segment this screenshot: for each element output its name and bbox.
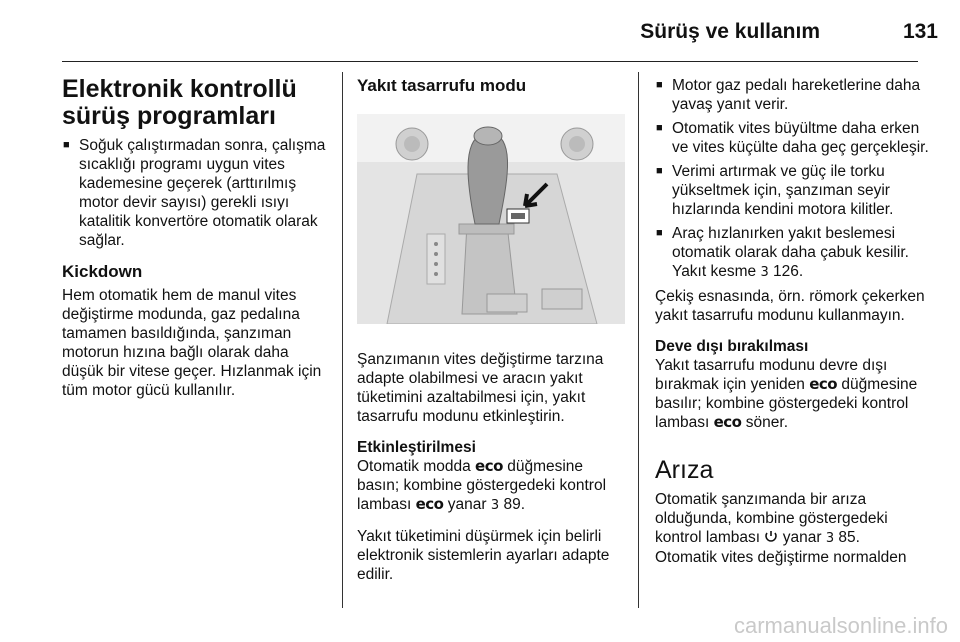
towing-warning-text: Çekiş esnasında, örn. römork çekerken yakıt tasarrufu modunu kullanmayın. — [655, 288, 925, 324]
eco-symbol: eco — [809, 375, 838, 393]
fuel-saving-caption: Şanzımanın vites değiştirme tarzına adapte olabilmesi ve aracın yakıt tüketimini azaltabilmesi için, yakıt tasarrufu modunu etkinleştirin. — [357, 351, 604, 425]
page-header-title: Sürüş ve kullanım — [640, 20, 820, 43]
eco-symbol: eco — [475, 457, 503, 475]
eco-symbol: eco — [713, 413, 742, 431]
list-item: ■ Motor gaz pedalı hareketlerine daha yavaş yanıt verir. — [655, 76, 930, 114]
page-reference-arrow-icon: 3 — [825, 531, 835, 546]
deactivation-text: Yakıt tasarrufu modunu devre dışı bırakmak için yeniden eco düğmesine basılır; kombine göstergedeki kontrol lambası eco söner. — [655, 357, 918, 431]
transmission-warning-icon — [764, 530, 778, 543]
gear-selector-illustration — [357, 114, 625, 324]
kickdown-text: Hem otomatik hem de manul vites değiştirme modunda, gaz pedalına tamamen basıldığında, şanzıman motorun hızına bağlı olarak daha düşük bir vitese geçer. Hızlanmak için tüm motor gücü kullanılır. — [62, 287, 322, 399]
fuel-saving-mode-heading: Yakıt tasarrufu modu — [357, 76, 527, 95]
page-number: 131 — [902, 20, 938, 43]
watermark: carmanualsonline.info — [733, 613, 948, 638]
deactivation-heading: Deve dışı bırakılması — [655, 338, 809, 355]
activation-heading: Etkinleştirilmesi — [357, 439, 476, 456]
driving-programs-list — [62, 136, 334, 250]
page-reference-arrow-icon: 3 — [760, 265, 769, 280]
list-item: ■ Verimi artırmak ve güç ile torku yükseltmek için, şanzıman seyir hızlarında kendini motora kilitler. — [655, 162, 930, 219]
column-divider-left — [342, 72, 343, 608]
activation-text: Otomatik modda eco düğmesine basın; kombine göstergedeki kontrol lambası eco yanar 3 89. — [357, 457, 607, 513]
electronic-adaptation-text: Yakıt tüketimini düşürmek için belirli elektronik sistemlerin ayarları adapte edilir. — [357, 528, 610, 583]
fuel-saving-effects-list — [655, 76, 930, 282]
column-3 — [655, 76, 930, 579]
header-rule — [62, 61, 918, 62]
eco-symbol: eco — [415, 495, 444, 513]
gear-selector-figure — [357, 114, 625, 324]
fault-text: Otomatik şanzımanda bir arıza olduğunda, kombine göstergedeki kontrol lambası yanar 3 85. Otomatik vites değiştirme normalden — [655, 491, 907, 566]
column-1 — [62, 76, 334, 412]
fault-heading: Arıza — [655, 456, 714, 484]
kickdown-heading: Kickdown — [62, 262, 143, 281]
list-item: ■ Otomatik vites büyültme daha erken ve vites küçülte daha geç gerçekleşir. — [655, 119, 930, 157]
list-item: ■ Araç hızlanırken yakıt beslemesi otomatik olarak daha çabuk kesilir. Yakıt kesme 3 126. — [655, 224, 930, 282]
page-reference-arrow-icon: 3 — [490, 498, 500, 513]
section-heading-driving-programs: Elektronik kontrollü sürüş programları — [62, 75, 297, 130]
list-item: ■ Soğuk çalıştırmadan sonra, çalışma sıcaklığı programı uygun vites kademesine geçerek (arttırılmış motor devir sayısı) gerekli ısıyı katalitik konvertöre otomatik olarak sağlar. — [62, 136, 334, 250]
column-2 — [357, 76, 625, 596]
column-divider-right — [638, 72, 639, 608]
